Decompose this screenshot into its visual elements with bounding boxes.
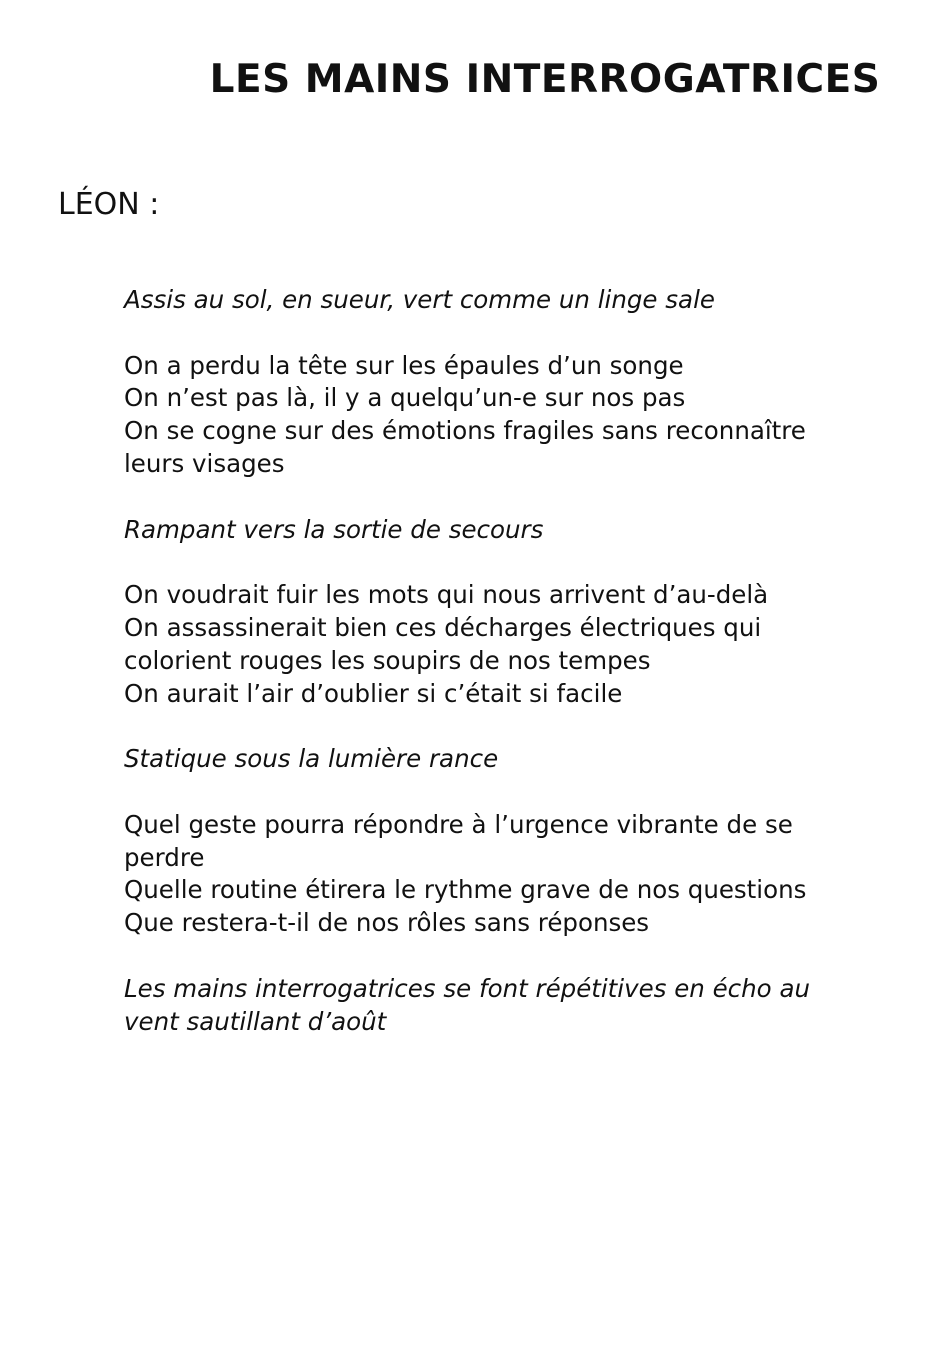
poem-line: Rampant vers la sortie de secours (124, 514, 544, 544)
stanza-2 (124, 579, 864, 710)
stanza-stage-direction-3 (124, 743, 864, 776)
poem-line: On a perdu la tête sur les épaules d’un songe (124, 350, 684, 380)
stanza-stage-direction-2 (124, 514, 864, 547)
page-title: LES MAINS INTERROGATRICES (209, 57, 881, 102)
poem-line: Que restera-t-il de nos rôles sans réponses (124, 908, 650, 938)
poem-line: Assis au sol, en sueur, vert comme un linge sale (124, 285, 715, 314)
stanza-stage-direction-1 (124, 284, 864, 317)
poem-line: On aurait l’air d’oublier si c’était si facile (124, 678, 623, 708)
poem-line: Quelle routine étirera le rythme grave de nos questions (124, 875, 807, 905)
stanza-1 (124, 350, 864, 481)
stanza-stage-direction-4 (124, 973, 864, 1039)
poem-line: Les mains interrogatrices se font répétitives en écho au vent sautillant d’août (124, 973, 810, 1036)
poem-line: Quel geste pourra répondre à l’urgence vibrante de se perdre (124, 809, 793, 872)
poem-body (124, 284, 864, 1071)
stanza-3 (124, 809, 864, 940)
speaker-name: LÉON : (58, 187, 160, 222)
poem-line: On assassinerait bien ces décharges électriques qui colorient rouges les soupirs de nos tempes (124, 612, 762, 675)
poem-line: Statique sous la lumière rance (124, 744, 499, 774)
poem-line: On voudrait fuir les mots qui nous arrivent d’au-delà (124, 580, 769, 610)
poem-line: On n’est pas là, il y a quelqu’un-e sur nos pas (124, 383, 686, 413)
poem-line: On se cogne sur des émotions fragiles sans reconnaître leurs visages (124, 416, 806, 478)
